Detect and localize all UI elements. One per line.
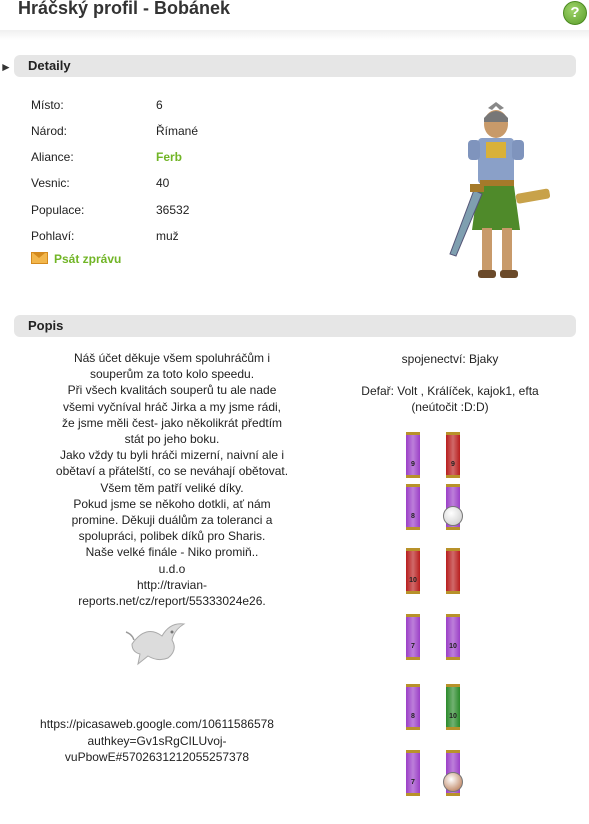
medal-ribbon[interactable] [405,684,421,730]
description-line: všemi vyčníval hráč Jirka a my jsme rádi, [62,399,282,414]
medal-ribbon[interactable] [405,750,421,796]
medal-rank: 9 [411,461,415,468]
medal-disc-icon [443,506,463,526]
description-line: Všem těm patří veliké díky. [100,480,244,495]
ribbon-icon [406,484,420,530]
description-line: souperům za toto kolo speedu. [89,367,255,382]
medal-ribbon[interactable] [445,484,461,530]
ribbon-icon [446,432,460,478]
description-line: Náš účet děkuje všem spoluhráčům i [73,351,271,365]
dove-image [122,618,192,668]
description-section-header [14,315,576,337]
description-line: promine. Děkuji duálům za toleranci a [71,513,273,528]
description-line: spolupráci, polibek díků pro Sharis. [78,529,266,544]
medal-ribbon[interactable] [445,684,461,730]
roman-soldier-avatar [440,98,560,298]
ribbon-icon [406,750,420,796]
defenders-note: Defař: Volt , Králíček, kajok1, efta [361,384,539,398]
medal-rank: 8 [411,713,415,720]
help-icon[interactable]: ? [563,1,587,25]
profile-description [24,350,320,609]
defenders-note-sub: (neútočit :D:D) [411,400,489,414]
medal-ribbon[interactable] [445,432,461,478]
medal-ribbon[interactable] [405,432,421,478]
alliance-link[interactable]: Ferb [156,150,183,164]
ribbon-icon [406,684,420,730]
detail-label-gender: Pohlaví: [31,229,75,243]
medal-ribbon[interactable] [445,548,461,594]
medal-rank: 7 [411,643,415,650]
detail-label-nation: Národ: [31,124,68,138]
ribbon-icon [446,614,460,660]
title-bar [0,0,589,26]
description-line: obětaví a přátelští, co se neváhají obětovat. [55,464,289,479]
picasa-link-line: https://picasaweb.google.com/10611586578 [40,717,274,731]
ribbon-icon [446,684,460,730]
medal-disc-icon [443,772,463,792]
alliance-note: spojenectví: Bjaky [401,352,499,366]
description-line: Jako vždy tu byli hráči mizerní, naivní ale i [59,448,285,463]
detail-label-villages: Vesnic: [31,176,70,190]
detail-label-place: Místo: [31,98,64,112]
ribbon-icon [446,548,460,594]
medal-rank: 8 [411,513,415,520]
medal-rank: 7 [411,779,415,786]
ribbon-icon [406,432,420,478]
description-line: Při všech kvalitách souperů tu ale nade [67,383,277,398]
medal-ribbon[interactable] [445,614,461,660]
write-message-label: Psát zprávu [54,252,122,266]
medal-ribbon[interactable] [445,750,461,796]
description-line: Naše velké finále - Niko promiň.. [85,545,259,560]
medal-ribbon[interactable] [405,614,421,660]
envelope-icon [31,252,48,264]
picasa-link-line: vuPbowE#5702631212055257378 [64,750,250,764]
details-section-label: Detaily [28,58,71,73]
detail-value-place: 6 [156,98,163,112]
page-title: Hráčský profil - Bobánek [18,0,231,18]
medal-rank: 10 [449,643,457,650]
detail-value-nation: Římané [156,124,199,138]
description-line: že jsme měli čest- jako několikrát předtím [61,415,283,430]
report-link-line: http://travian- [136,577,208,592]
collapse-arrow-icon[interactable]: ► [0,60,12,74]
description-line: Pokud jsme se někoho dotkli, ať nám [73,496,271,511]
detail-value-villages: 40 [156,176,170,190]
ribbon-icon [406,614,420,660]
picasa-link-line: authkey=Gv1sRgCILUvoj- [87,733,227,748]
medal-rank: 10 [449,713,457,720]
description-line: u.d.o [158,561,186,576]
detail-label-population: Populace: [31,203,85,217]
medal-rank: 9 [451,461,455,468]
picasa-link [0,716,314,766]
medal-rank: 10 [409,577,417,584]
description-section-label: Popis [28,318,64,333]
write-message-link[interactable] [31,252,121,266]
ribbon-icon [406,548,420,594]
header-divider [0,30,589,40]
description-line: stát po jeho boku. [124,432,220,447]
detail-value-gender: muž [156,229,179,243]
detail-label-alliance: Aliance: [31,150,74,164]
details-section-header [14,55,576,77]
detail-value-population: 36532 [156,203,190,217]
medal-ribbon[interactable] [405,548,421,594]
report-link-line: reports.net/cz/report/55333024e26. [78,594,266,609]
medal-ribbon[interactable] [405,484,421,530]
